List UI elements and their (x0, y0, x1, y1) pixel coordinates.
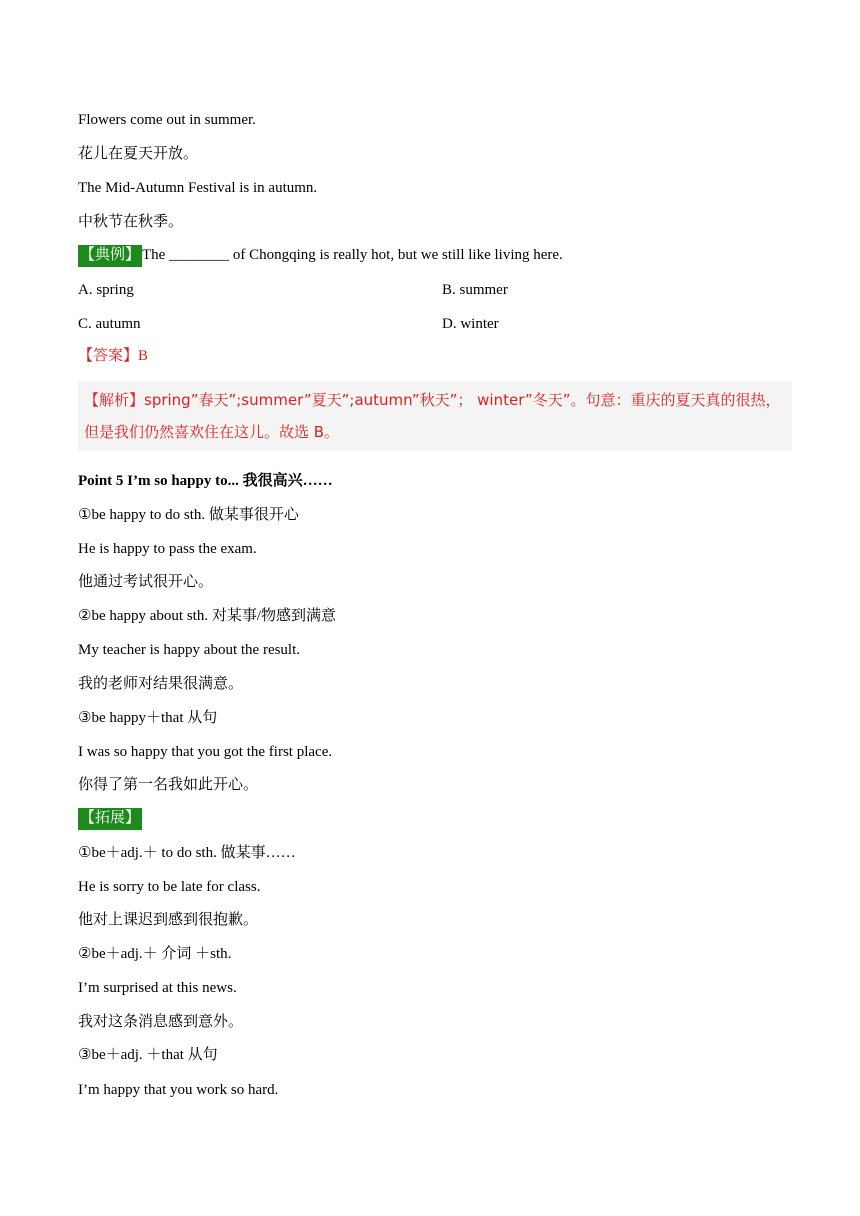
text-line: ①be＋adj.＋ to do sth. 做某事…… (78, 845, 296, 861)
text-line: My teacher is happy about the result. (78, 642, 301, 658)
analysis-line: 【解析】spring”春天”;summer”夏天”;autumn”秋天”； winter”冬天”。句意：重庆的夏天真的很热， (84, 391, 781, 409)
analysis-box (78, 381, 792, 451)
text-line: 我对这条消息感到意外。 (78, 1014, 244, 1030)
text-line: 花儿在夏天开放。 (78, 146, 199, 162)
option-a: A. spring (78, 282, 134, 298)
text-line: I’m surprised at this news. (78, 980, 237, 996)
text-line: He is happy to pass the exam. (78, 541, 257, 557)
text-line: 你得了第一名我如此开心。 (78, 777, 259, 793)
text-line: ①be happy to do sth. 做某事很开心 (78, 507, 299, 523)
example-question (78, 245, 563, 267)
text-line: ②be＋adj.＋ 介词 ＋sth. (78, 946, 232, 962)
text-line: I was so happy that you got the first place. (78, 744, 333, 760)
text-line: He is sorry to be late for class. (78, 879, 261, 895)
example-tag: 【典例】 (78, 245, 142, 267)
analysis-line: 但是我们仍然喜欢住在这儿。故选 B。 (84, 423, 340, 441)
extension-label (78, 808, 142, 830)
text-line: The Mid-Autumn Festival is in autumn. (78, 180, 318, 196)
text-line: 我的老师对结果很满意。 (78, 676, 244, 692)
option-c: C. autumn (78, 316, 141, 332)
extension-tag: 【拓展】 (78, 808, 142, 830)
text-line: ②be happy about sth. 对某事/物感到满意 (78, 608, 337, 624)
option-b: B. summer (442, 282, 508, 298)
text-line: 中秋节在秋季。 (78, 214, 184, 230)
text-line: ③be＋adj. ＋that 从句 (78, 1047, 218, 1063)
text-line: ③be happy＋that 从句 (78, 710, 218, 726)
text-line: 他对上课迟到感到很抱歉。 (78, 912, 259, 928)
answer-line: 【答案】B (78, 348, 149, 364)
text-line: Flowers come out in summer. (78, 112, 256, 128)
text-line: I’m happy that you work so hard. (78, 1082, 279, 1098)
section-heading: Point 5 I’m so happy to... 我很高兴…… (78, 473, 333, 489)
text-line: 他通过考试很开心。 (78, 574, 214, 590)
option-d: D. winter (442, 316, 499, 332)
example-question-text: The ________ of Chongqing is really hot, but we still like living here. (142, 247, 563, 263)
